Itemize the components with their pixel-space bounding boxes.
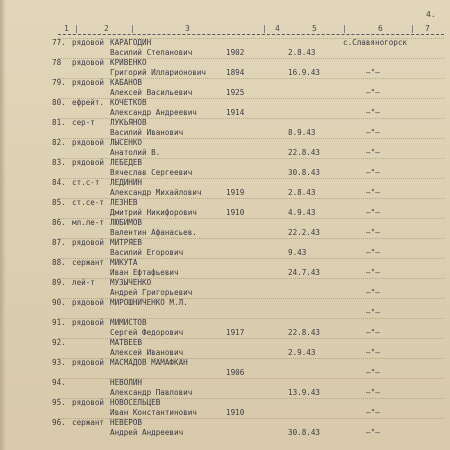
table-row	[0, 418, 450, 438]
cell-num: 82.	[52, 138, 66, 147]
cell-date: 2.8.43	[288, 188, 316, 197]
cell-year: 1906	[226, 368, 245, 377]
cell-rank: рядовой	[72, 58, 105, 67]
cell-num: 88.	[52, 258, 66, 267]
cell-surname: КРИВЕНКО	[110, 58, 147, 67]
cell-ditto: –"–	[366, 228, 380, 237]
cell-given: Иван Константинович	[110, 408, 197, 417]
cell-date: 24.7.43	[288, 268, 321, 277]
cell-ditto: –"–	[366, 428, 380, 437]
cell-date: 22.8.43	[288, 328, 321, 337]
cell-num: 92.	[52, 338, 66, 347]
cell-date: 8.9.43	[288, 128, 316, 137]
cell-date: 2.9.43	[288, 348, 316, 357]
header-rule	[58, 34, 444, 35]
cell-surname: НЕВЕРОВ	[110, 418, 143, 427]
cell-given: Василий Степанович	[110, 48, 193, 57]
table-row	[0, 318, 450, 338]
cell-num: 96.	[52, 418, 66, 427]
cell-ditto: –"–	[366, 128, 380, 137]
cell-surname: МУЗЫЧЕНКО	[110, 278, 152, 287]
column-separator: |	[262, 24, 267, 33]
cell-rank: рядовой	[72, 318, 105, 327]
cell-num: 84.	[52, 178, 66, 187]
cell-ditto: –"–	[366, 68, 380, 77]
table-row	[0, 378, 450, 398]
cell-rank: сер-т	[72, 118, 95, 127]
cell-ditto: –"–	[366, 168, 380, 177]
table-row	[0, 198, 450, 218]
cell-given: Андрей Андреевич	[110, 428, 184, 437]
column-number-3: 3	[185, 24, 190, 33]
cell-place: с.Славяногорск	[343, 38, 408, 47]
table-row	[0, 178, 450, 198]
cell-num: 80.	[52, 98, 66, 107]
cell-year: 1925	[226, 88, 245, 97]
column-number-1: 1	[64, 24, 69, 33]
page-number: 4.	[426, 10, 436, 19]
cell-rank: сержант	[72, 258, 105, 267]
cell-surname: МИРОШНИЧЕНКО М.Л.	[110, 298, 188, 307]
cell-num: 83.	[52, 158, 66, 167]
table-row	[0, 78, 450, 98]
cell-rank: рядовой	[72, 38, 105, 47]
cell-num: 95.	[52, 398, 66, 407]
cell-surname: НЕВОЛИН	[110, 378, 143, 387]
cell-surname: КАБАНОВ	[110, 78, 143, 87]
column-separator: |	[74, 24, 79, 33]
cell-given: Вячеслав Сергеевич	[110, 168, 193, 177]
column-number-6: 6	[378, 24, 383, 33]
cell-given: Александр Михайлович	[110, 188, 202, 197]
cell-date: 30.8.43	[288, 428, 321, 437]
cell-date: 9.43	[288, 248, 307, 257]
cell-num: 85.	[52, 198, 66, 207]
cell-year: 1910	[226, 408, 245, 417]
cell-surname: НОВОСЕЛЬЦЕВ	[110, 398, 161, 407]
cell-surname: ЛЕДИНИН	[110, 178, 143, 187]
cell-year: 1902	[226, 48, 245, 57]
cell-rank: ефрейт.	[72, 98, 105, 107]
cell-rank: ст.се-т	[72, 198, 105, 207]
cell-num: 87.	[52, 238, 66, 247]
cell-date: 2.8.43	[288, 48, 316, 57]
column-separator: |	[130, 24, 135, 33]
cell-year: 1914	[226, 108, 245, 117]
cell-given: Александр Андреевич	[110, 108, 197, 117]
cell-rank: лей-т	[72, 278, 95, 287]
column-separator: |	[342, 24, 347, 33]
cell-surname: ЛЫСЕНКО	[110, 138, 143, 147]
cell-given: Алексей Васильевич	[110, 88, 193, 97]
table-row	[0, 298, 450, 318]
cell-rank: рядовой	[72, 358, 105, 367]
cell-rank: сержант	[72, 418, 105, 427]
table-row	[0, 38, 450, 58]
cell-ditto: –"–	[366, 208, 380, 217]
cell-rank: рядовой	[72, 78, 105, 87]
cell-num: 81.	[52, 118, 66, 127]
table-row	[0, 238, 450, 258]
cell-given: Андрей Григорьевич	[110, 288, 193, 297]
cell-given: Иван Ефтафьевич	[110, 268, 179, 277]
cell-ditto: –"–	[366, 368, 380, 377]
cell-ditto: –"–	[366, 148, 380, 157]
cell-year: 1894	[226, 68, 245, 77]
cell-num: 89.	[52, 278, 66, 287]
cell-surname: КОЧЕТКОВ	[110, 98, 147, 107]
cell-num: 86.	[52, 218, 66, 227]
cell-given: Василий Иванович	[110, 128, 184, 137]
column-separator: |	[410, 24, 415, 33]
cell-date: 4.9.43	[288, 208, 316, 217]
cell-num: 90.	[52, 298, 66, 307]
table-row	[0, 138, 450, 158]
cell-surname: МИКУТА	[110, 258, 138, 267]
cell-given: Александр Павлович	[110, 388, 193, 397]
cell-date: 22.8.43	[288, 148, 321, 157]
cell-date: 22.2.43	[288, 228, 321, 237]
cell-num: 93.	[52, 358, 66, 367]
cell-rank: рядовой	[72, 238, 105, 247]
cell-surname: ЛЕЗНЕВ	[110, 198, 138, 207]
cell-date: 13.9.43	[288, 388, 321, 397]
casualty-list	[0, 38, 450, 438]
cell-date: 30.8.43	[288, 168, 321, 177]
table-row	[0, 258, 450, 278]
cell-ditto: –"–	[366, 248, 380, 257]
cell-given: Валентин Афанасьев.	[110, 228, 197, 237]
cell-ditto: –"–	[366, 408, 380, 417]
cell-rank: рядовой	[72, 138, 105, 147]
cell-ditto: –"–	[366, 348, 380, 357]
cell-ditto: –"–	[366, 288, 380, 297]
cell-year: 1910	[226, 208, 245, 217]
column-number-2: 2	[104, 24, 109, 33]
cell-surname: МИМИСТОВ	[110, 318, 147, 327]
cell-rank: мл.ле-т	[72, 218, 105, 227]
cell-surname: ЛЕБЕДЕВ	[110, 158, 143, 167]
cell-surname: МАСМАДОВ МАМАФКАН	[110, 358, 188, 367]
cell-ditto: –"–	[366, 328, 380, 337]
cell-ditto: –"–	[366, 308, 380, 317]
cell-given: Анатолий В.	[110, 148, 161, 157]
cell-given: Алексей Иванович	[110, 348, 184, 357]
cell-year: 1919	[226, 188, 245, 197]
cell-num: 91.	[52, 318, 66, 327]
cell-num: 79.	[52, 78, 66, 87]
cell-num: 94.	[52, 378, 66, 387]
cell-ditto: –"–	[366, 188, 380, 197]
column-number-4: 4	[275, 24, 280, 33]
cell-surname: КАРАГОДИН	[110, 38, 152, 47]
cell-ditto: –"–	[366, 388, 380, 397]
table-row	[0, 218, 450, 238]
cell-num: 78	[52, 58, 62, 67]
cell-given: Дмитрий Никифорович	[110, 208, 197, 217]
cell-surname: ЛЮБИМОВ	[110, 218, 143, 227]
cell-given: Василий Егорович	[110, 248, 184, 257]
cell-rank: рядовой	[72, 158, 105, 167]
cell-num: 77.	[52, 38, 66, 47]
cell-ditto: –"–	[366, 88, 380, 97]
cell-ditto: –"–	[366, 268, 380, 277]
column-number-5: 5	[312, 24, 317, 33]
column-number-7: 7	[425, 24, 430, 33]
table-row	[0, 278, 450, 298]
cell-surname: МАТВЕЕВ	[110, 338, 143, 347]
table-row	[0, 398, 450, 418]
cell-surname: МИТРЯЕВ	[110, 238, 143, 247]
cell-given: Григорий Илларионович	[110, 68, 207, 77]
cell-date: 16.9.43	[288, 68, 321, 77]
cell-rank: рядовой	[72, 298, 105, 307]
cell-year: 1917	[226, 328, 245, 337]
cell-surname: ЛУКЬЯНОВ	[110, 118, 147, 127]
cell-rank: рядовой	[72, 398, 105, 407]
table-row	[0, 118, 450, 138]
table-row	[0, 338, 450, 358]
table-row	[0, 98, 450, 118]
table-row	[0, 58, 450, 78]
table-row	[0, 158, 450, 178]
cell-given: Сергей Федорович	[110, 328, 184, 337]
cell-rank: ст.с-т	[72, 178, 100, 187]
cell-ditto: –"–	[366, 108, 380, 117]
table-row	[0, 358, 450, 378]
